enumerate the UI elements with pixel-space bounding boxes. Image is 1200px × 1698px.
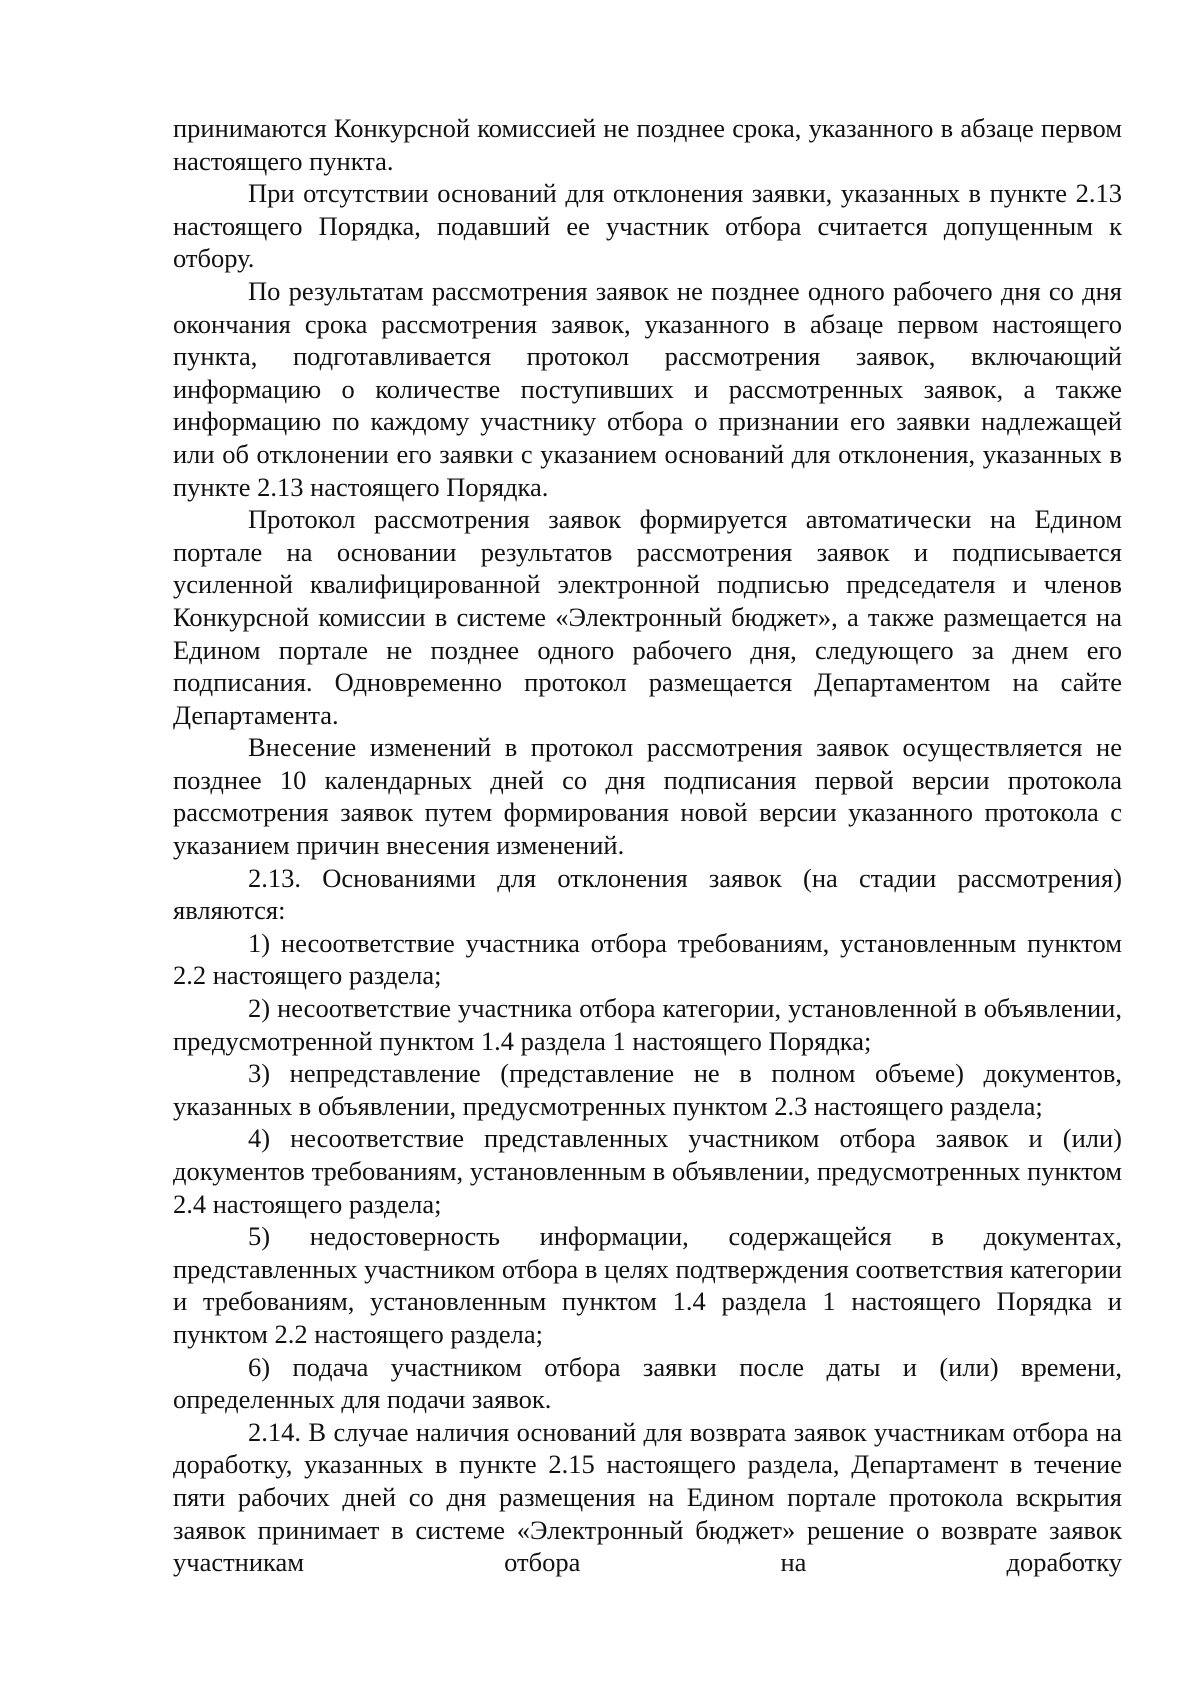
list-item-3: 3) непредставление (представление не в полном объеме) документов, указанных в объявлении, предусмотренных пунктом 2.3 настоящего раздела; xyxy=(173,1058,1122,1121)
paragraph-continuation: принимаются Конкурсной комиссией не позднее срока, указанного в абзаце первом настоящего пункта. xyxy=(173,113,1122,176)
list-item-5: 5) недостоверность информации, содержащейся в документах, представленных участником отбора в целях подтверждения соответствия категории и требованиям, установленным пунктом 1.4 раздела 1 настоящего Порядка и пунктом 2.2 настоящего раздела; xyxy=(173,1221,1122,1349)
paragraph-admission: При отсутствии оснований для отклонения заявки, указанных в пункте 2.13 настоящего Порядка, подавший ее участник отбора считается допущенным к отбору. xyxy=(173,178,1122,274)
list-item-4: 4) несоответствие представленных участником отбора заявок и (или) документов требованиям, установленным в объявлении, предусмотренных пунктом 2.4 настоящего раздела; xyxy=(173,1123,1122,1219)
paragraph-section-2-13: 2.13. Основаниями для отклонения заявок (на стадии рассмотрения) являются: xyxy=(173,862,1122,926)
list-item-1: 1) несоответствие участника отбора требованиям, установленным пунктом 2.2 настоящего раздела; xyxy=(173,927,1122,991)
list-item-6: 6) подача участником отбора заявки после даты и (или) времени, определенных для подачи заявок. xyxy=(173,1351,1122,1415)
document-body xyxy=(173,112,1122,1579)
paragraph-protocol-changes: Внесение изменений в протокол рассмотрения заявок осуществляется не позднее 10 календарных дней со дня подписания первой версии протокола рассмотрения заявок путем формирования новой версии указанного протокола с указанием причин внесения изменений. xyxy=(173,732,1122,861)
paragraph-protocol-formation: Протокол рассмотрения заявок формируется автоматически на Едином портале на основании результатов рассмотрения заявок и подписывается усиленной квалифицированной электронной подписью председателя и членов Конкурсной комиссии в системе «Электронный бюджет», а также размещается на Едином портале не позднее одного рабочего дня, следующего за днем его подписания. Одновременно протокол размещается Департаментом на сайте Департамента. xyxy=(173,504,1122,730)
paragraph-section-2-14: 2.14. В случае наличия оснований для возврата заявок участникам отбора на доработку, указанных в пункте 2.15 настоящего раздела, Департамент в течение пяти рабочих дней со дня размещения на Едином портале протокола вскрытия заявок принимает в системе «Электронный бюджет» решение о возврате заявок участникам отбора на доработку xyxy=(173,1416,1122,1578)
paragraph-review-results: По результатам рассмотрения заявок не позднее одного рабочего дня со дня окончания срока рассмотрения заявок, указанного в абзаце первом настоящего пункта, подготавливается протокол рассмотрения заявок, включающий информацию о количестве поступивших и рассмотренных заявок, а также информацию по каждому участнику отбора о признании его заявки надлежащей или об отклонении его заявки с указанием оснований для отклонения, указанных в пункте 2.13 настоящего Порядка. xyxy=(173,275,1122,502)
list-item-2: 2) несоответствие участника отбора категории, установленной в объявлении, предусмотренной пунктом 1.4 раздела 1 настоящего Порядка; xyxy=(173,993,1122,1056)
